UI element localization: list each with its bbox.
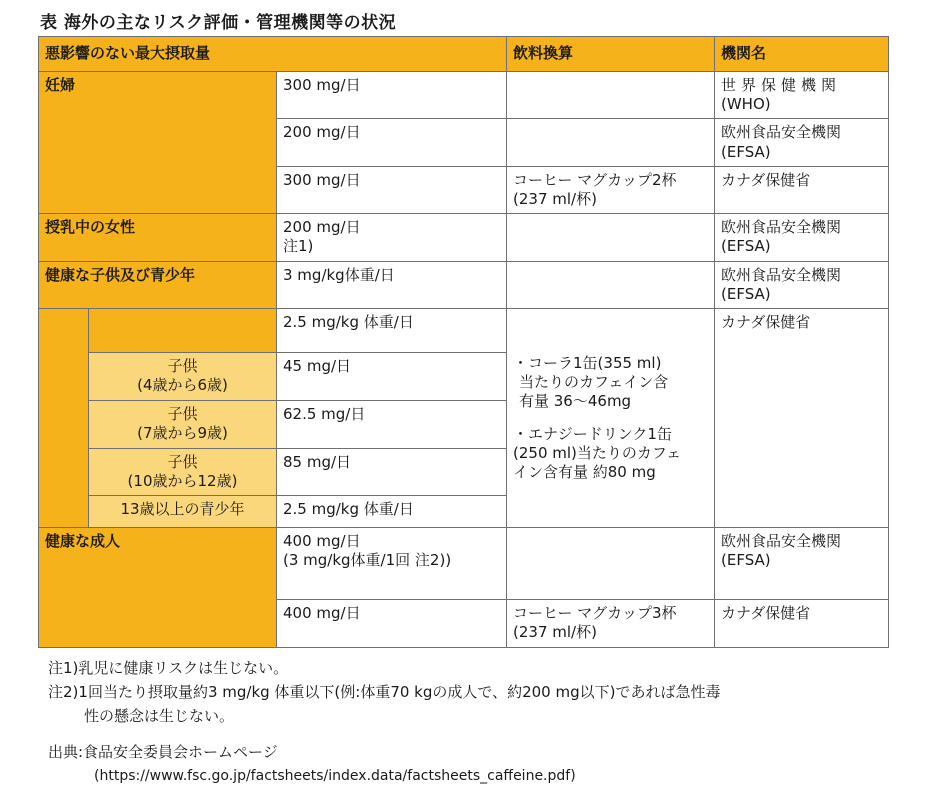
source-label: 出典:食品安全委員会ホームページ <box>48 743 278 761</box>
subcategory-children-7-9: 子供 (7歳から9歳) <box>89 400 277 448</box>
intake-cell: 300 mg/日 <box>277 72 507 119</box>
agency-cell: 世界保健機関 (WHO) <box>715 72 889 119</box>
header-agency: 機関名 <box>715 37 889 72</box>
risk-assessment-table <box>38 36 889 648</box>
header-conversion: 飲料換算 <box>507 37 715 72</box>
agency-cell: 欧州食品安全機関 (EFSA) <box>715 214 889 261</box>
subcategory-children-10-12: 子供 (10歳から12歳) <box>89 448 277 495</box>
category-children: 健康な子供及び青少年 <box>39 261 277 308</box>
agency-cell: カナダ保健省 <box>715 166 889 213</box>
intake-cell: 62.5 mg/日 <box>277 400 507 448</box>
intake-cell: 2.5 mg/kg 体重/日 <box>277 308 507 352</box>
agency-cell: 欧州食品安全機関 (EFSA) <box>715 119 889 166</box>
header-intake: 悪影響のない最大摂取量 <box>39 37 507 72</box>
footnote-2-continued: 性の懸念は生じない。 <box>84 707 235 725</box>
conversion-cell: コーヒー マグカップ3杯 (237 ml/杯) <box>507 600 715 647</box>
category-children-blank <box>89 308 277 352</box>
agency-cell: カナダ保健省 <box>715 600 889 647</box>
table-row <box>39 72 889 119</box>
intake-cell: 400 mg/日 (3 mg/kg体重/1回 注2)) <box>277 528 507 600</box>
table-row <box>39 528 889 600</box>
category-children-spacer <box>39 308 89 527</box>
conversion-cell: コーヒー マグカップ2杯 (237 ml/杯) <box>507 166 715 213</box>
table-title: 表 海外の主なリスク評価・管理機関等の状況 <box>40 13 397 33</box>
table-row <box>39 308 889 352</box>
table-row <box>39 261 889 308</box>
intake-cell: 3 mg/kg体重/日 <box>277 261 507 308</box>
conversion-cell <box>507 261 715 308</box>
source-url[interactable]: (https://www.fsc.go.jp/factsheets/index.data/factsheets_caffeine.pdf) <box>94 768 576 784</box>
category-adults: 健康な成人 <box>39 528 277 647</box>
header-row <box>39 37 889 72</box>
footnote-1: 注1)乳児に健康リスクは生じない。 <box>48 659 289 677</box>
conversion-cell <box>507 528 715 600</box>
category-lactating: 授乳中の女性 <box>39 214 277 261</box>
intake-cell: 85 mg/日 <box>277 448 507 495</box>
conversion-cell <box>507 72 715 119</box>
category-pregnant: 妊婦 <box>39 72 277 214</box>
subcategory-children-4-6: 子供 (4歳から6歳) <box>89 352 277 400</box>
intake-cell: 400 mg/日 <box>277 600 507 647</box>
subcategory-teens: 13歳以上の青少年 <box>89 496 277 528</box>
source-citation <box>48 740 576 788</box>
table-row <box>39 214 889 261</box>
footnote-2: 注2)1回当たり摂取量約3 mg/kg 体重以下(例:体重70 kgの成人で、約200 mg以下)であれば急性毒 <box>48 683 721 701</box>
conversion-cell-children: ・コーラ1缶(355 ml) 当たりのカフェイン含 有量 36〜46mg ・エナジードリンク1缶 (250 ml)当たりのカフェ イン含有量 約80 mg <box>507 308 715 527</box>
conversion-cell <box>507 119 715 166</box>
conversion-cell <box>507 214 715 261</box>
intake-cell: 45 mg/日 <box>277 352 507 400</box>
intake-cell: 200 mg/日 注1) <box>277 214 507 261</box>
footnotes <box>48 656 720 728</box>
agency-cell: 欧州食品安全機関 (EFSA) <box>715 261 889 308</box>
agency-cell: 欧州食品安全機関 (EFSA) <box>715 528 889 600</box>
agency-cell: カナダ保健省 <box>715 308 889 527</box>
intake-cell: 200 mg/日 <box>277 119 507 166</box>
intake-cell: 2.5 mg/kg 体重/日 <box>277 496 507 528</box>
intake-cell: 300 mg/日 <box>277 166 507 213</box>
